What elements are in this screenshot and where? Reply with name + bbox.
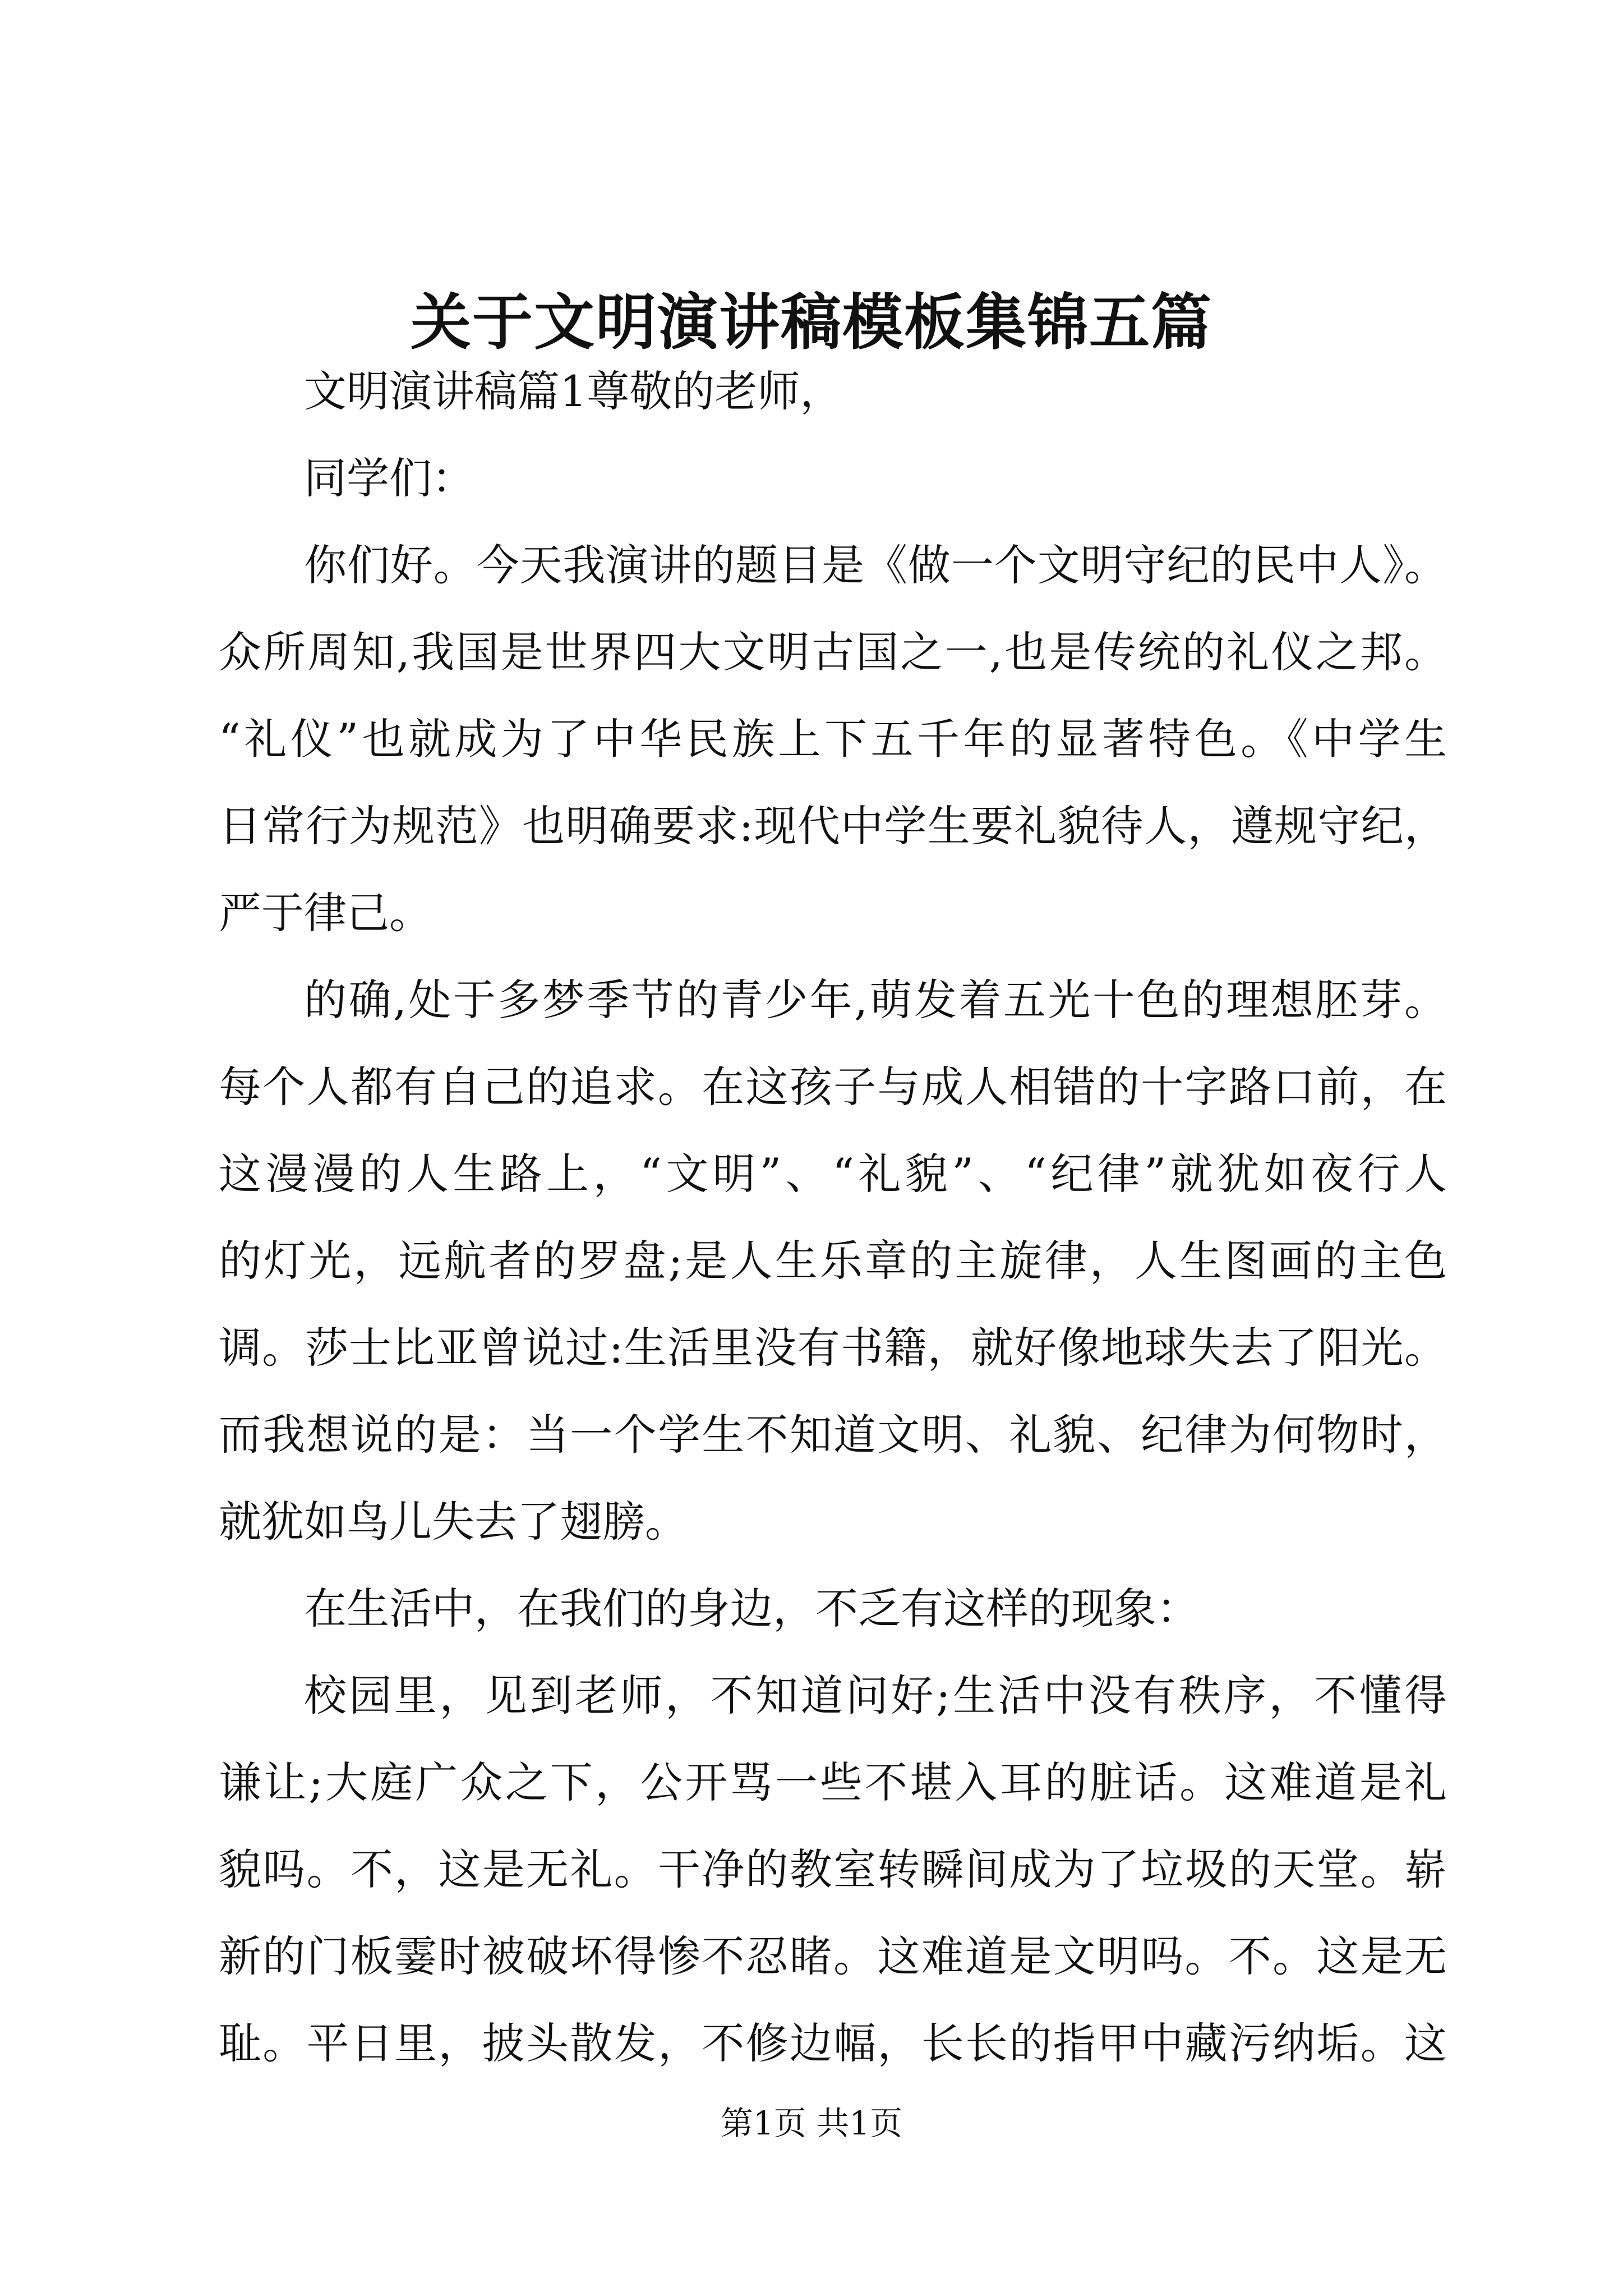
page-footer: 第1页 共1页 [720, 2104, 903, 2142]
text-line: 新的门板霎时被破坏得惨不忍睹。这难道是文明吗。不。这是无 [219, 1931, 1447, 1981]
text-line: 日常行为规范》也明确要求:现代中学生要礼貌待人，遵规守纪， [219, 801, 1447, 851]
text-line: 每个人都有自己的追求。在这孩子与成人相错的十字路口前，在 [219, 1062, 1447, 1112]
text-line: 而我想说的是：当一个学生不知道文明、礼貌、纪律为何物时， [219, 1410, 1447, 1460]
text-line: 就犹如鸟儿失去了翅膀。 [219, 1497, 688, 1547]
text-line: 文明演讲稿篇1尊敬的老师， [304, 366, 843, 416]
text-line: 严于律己。 [219, 888, 432, 938]
text-line: 耻。平日里，披头散发，不修边幅，长长的指甲中藏污纳垢。这 [219, 2018, 1447, 2068]
document-body [219, 348, 1447, 2087]
text-line: “礼仪”也就成为了中华民族上下五千年的显著特色。《中学生 [219, 714, 1447, 764]
text-line: 在生活中，在我们的身边，不乏有这样的现象： [304, 1584, 1199, 1634]
text-line: 调。莎士比亚曾说过:生活里没有书籍，就好像地球失去了阳光。 [219, 1323, 1447, 1373]
text-line: 谦让;大庭广众之下，公开骂一些不堪入耳的脏话。这难道是礼 [219, 1757, 1447, 1807]
text-line: 校园里，见到老师，不知道问好;生活中没有秩序，不懂得 [304, 1671, 1447, 1720]
text-line: 这漫漫的人生路上，“文明”、“礼貌”、“纪律”就犹如夜行人 [219, 1149, 1447, 1199]
text-line: 貌吗。不，这是无礼。干净的教室转瞬间成为了垃圾的天堂。崭 [219, 1844, 1447, 1894]
document-title: 关于文明演讲稿模板集锦五篇 [410, 287, 1212, 358]
text-line: 的灯光，远航者的罗盘;是人生乐章的主旋律，人生图画的主色 [219, 1236, 1447, 1286]
text-line: 众所周知,我国是世界四大文明古国之一,也是传统的礼仪之邦。 [219, 627, 1447, 677]
text-line: 你们好。今天我演讲的题目是《做一个文明守纪的民中人》。 [304, 540, 1447, 590]
text-line: 同学们： [304, 453, 474, 503]
text-line: 的确,处于多梦季节的青少年,萌发着五光十色的理想胚芽。 [304, 975, 1447, 1025]
